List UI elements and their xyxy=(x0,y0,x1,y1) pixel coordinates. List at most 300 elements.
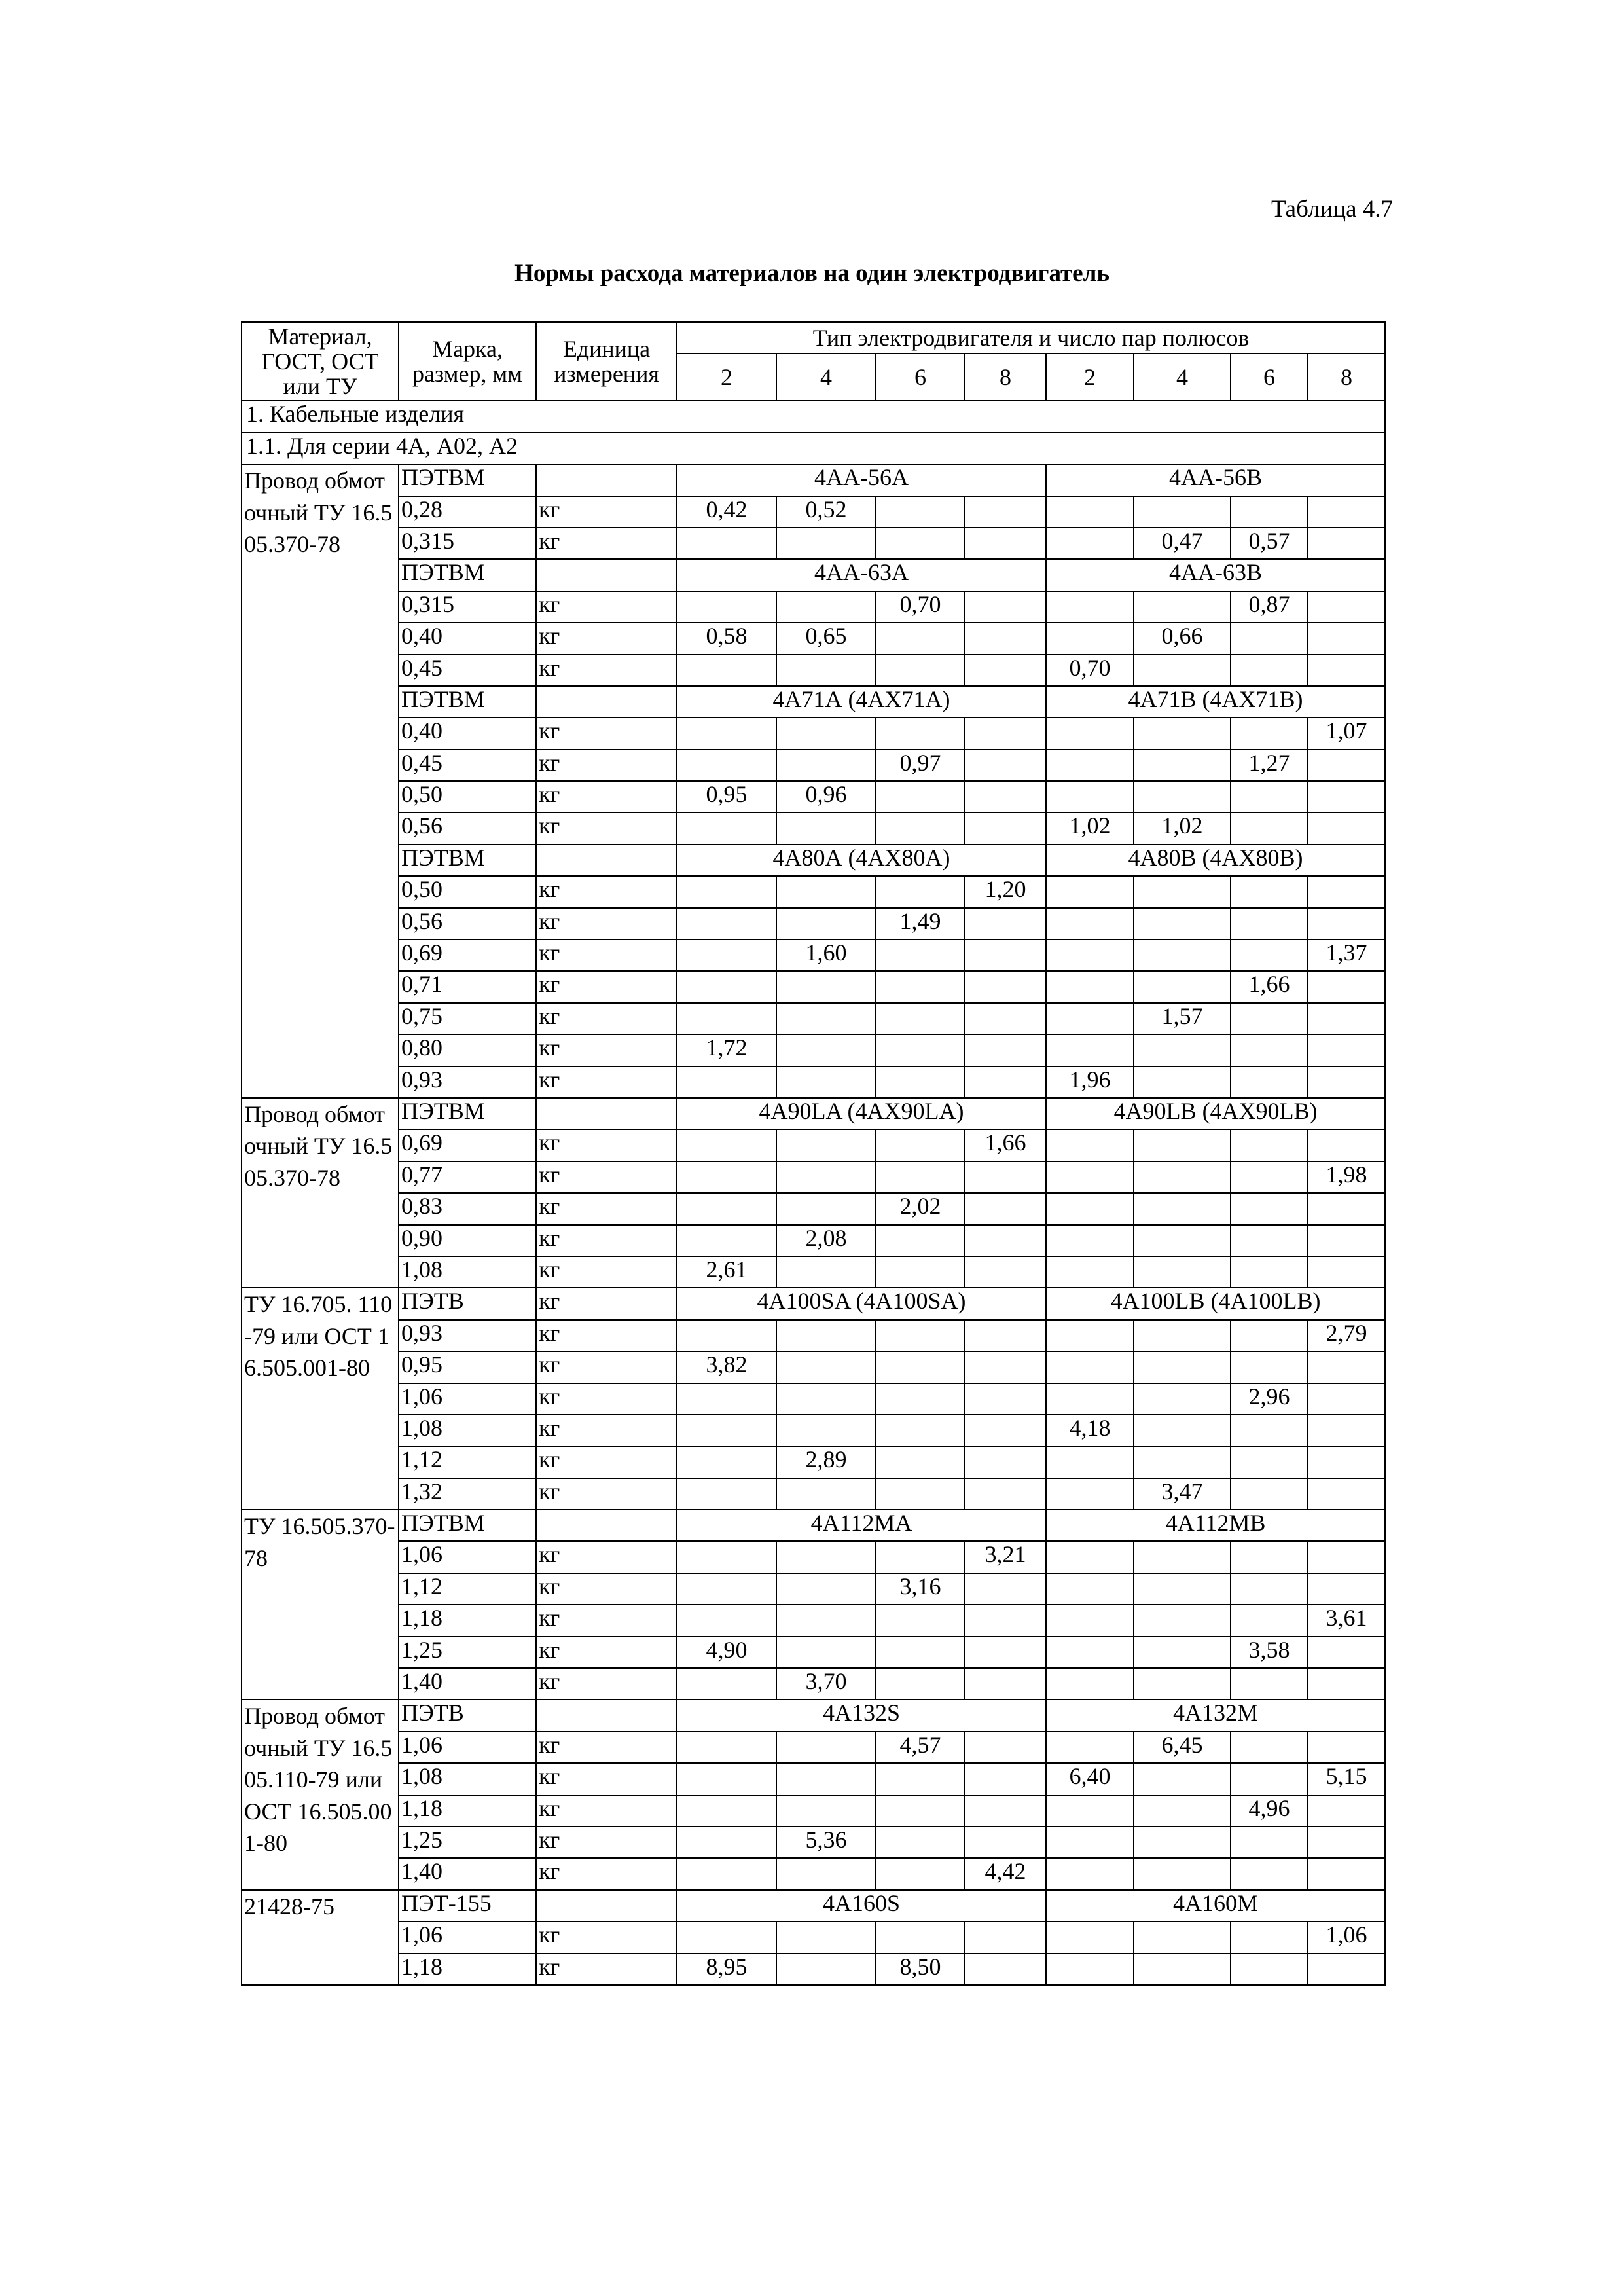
material-cell: Провод обмоточный ТУ 16.505.370-78 xyxy=(242,1098,399,1288)
mark-cell: 0,69 xyxy=(399,1129,536,1161)
value-cell xyxy=(965,1351,1046,1383)
value-cell xyxy=(876,1003,965,1034)
table-row xyxy=(242,1003,1385,1034)
mark-cell: 1,06 xyxy=(399,1383,536,1415)
table-row xyxy=(242,1193,1385,1224)
value-cell xyxy=(1231,1922,1308,1953)
unit-cell: кг xyxy=(536,1129,677,1161)
mark-cell: ПЭТВМ xyxy=(399,559,536,591)
header-material: Материал, ГОСТ, ОСТ или ТУ xyxy=(242,322,399,401)
table-row xyxy=(242,1954,1385,1985)
value-cell xyxy=(1046,971,1134,1002)
value-cell xyxy=(1308,1732,1385,1763)
material-cell: ТУ 16.705. 110-79 или ОСТ 16.505.001-80 xyxy=(242,1288,399,1510)
value-cell xyxy=(1046,908,1134,939)
value-cell: 1,20 xyxy=(965,876,1046,907)
value-cell xyxy=(965,1320,1046,1351)
value-cell: 0,65 xyxy=(776,623,876,654)
value-cell xyxy=(1308,1225,1385,1256)
value-cell xyxy=(677,876,776,907)
value-cell xyxy=(876,939,965,971)
unit-cell: кг xyxy=(536,1795,677,1827)
value-cell xyxy=(1046,1351,1134,1383)
model-row xyxy=(242,1288,1385,1319)
value-cell xyxy=(677,1858,776,1889)
value-cell xyxy=(1231,1573,1308,1605)
unit-cell: кг xyxy=(536,655,677,686)
value-cell xyxy=(1134,939,1231,971)
table-row xyxy=(242,1922,1385,1953)
value-cell xyxy=(677,1478,776,1510)
value-cell xyxy=(677,1320,776,1351)
mark-cell: ПЭТВ xyxy=(399,1700,536,1731)
motor-model-left: 4АА-56А xyxy=(677,464,1046,496)
value-cell: 4,57 xyxy=(876,1732,965,1763)
value-cell xyxy=(677,528,776,559)
unit-cell: кг xyxy=(536,1161,677,1193)
value-cell xyxy=(876,781,965,812)
value-cell xyxy=(677,1763,776,1795)
value-cell xyxy=(1308,876,1385,907)
value-cell xyxy=(1231,1605,1308,1636)
value-cell xyxy=(677,1605,776,1636)
value-cell xyxy=(1308,1034,1385,1066)
mark-cell: 1,12 xyxy=(399,1573,536,1605)
value-cell: 6,45 xyxy=(1134,1732,1231,1763)
value-cell xyxy=(965,939,1046,971)
value-cell xyxy=(965,1605,1046,1636)
value-cell xyxy=(965,750,1046,781)
motor-model-left: 4А71А (4АХ71А) xyxy=(677,686,1046,718)
value-cell xyxy=(876,1415,965,1446)
motor-model-right: 4А160М xyxy=(1046,1890,1385,1922)
value-cell xyxy=(1308,1066,1385,1098)
value-cell xyxy=(677,812,776,844)
table-row xyxy=(242,1351,1385,1383)
value-cell xyxy=(1231,1003,1308,1034)
value-cell xyxy=(1134,1383,1231,1415)
unit-cell: кг xyxy=(536,1383,677,1415)
value-cell xyxy=(965,718,1046,749)
value-cell xyxy=(876,1256,965,1288)
value-cell xyxy=(776,1541,876,1573)
unit-cell: кг xyxy=(536,623,677,654)
unit-cell: кг xyxy=(536,1668,677,1700)
value-cell: 6,40 xyxy=(1046,1763,1134,1795)
value-cell xyxy=(1134,1573,1231,1605)
unit-cell xyxy=(536,686,677,718)
value-cell xyxy=(1231,1129,1308,1161)
unit-cell: кг xyxy=(536,1922,677,1953)
unit-cell: кг xyxy=(536,1225,677,1256)
table-row xyxy=(242,1795,1385,1827)
motor-model-left: 4А160S xyxy=(677,1890,1046,1922)
value-cell xyxy=(677,1732,776,1763)
value-cell xyxy=(1134,1320,1231,1351)
unit-cell xyxy=(536,1890,677,1922)
value-cell xyxy=(1134,876,1231,907)
value-cell xyxy=(1046,1795,1134,1827)
motor-model-right: 4А80В (4АХ80В) xyxy=(1046,845,1385,876)
value-cell xyxy=(1308,1668,1385,1700)
mark-cell: 0,28 xyxy=(399,496,536,528)
header-pole: 6 xyxy=(876,354,965,401)
motor-model-left: 4А90LA (4AX90LA) xyxy=(677,1098,1046,1129)
motor-model-left: 4А112МА xyxy=(677,1510,1046,1541)
value-cell xyxy=(1134,908,1231,939)
value-cell xyxy=(876,1827,965,1858)
value-cell xyxy=(965,781,1046,812)
mark-cell: 1,18 xyxy=(399,1605,536,1636)
value-cell xyxy=(776,591,876,623)
table-row xyxy=(242,496,1385,528)
value-cell xyxy=(1308,591,1385,623)
mark-cell: 0,90 xyxy=(399,1225,536,1256)
value-cell xyxy=(965,1478,1046,1510)
unit-cell: кг xyxy=(536,528,677,559)
table-row xyxy=(242,1225,1385,1256)
motor-model-left: 4А100SA (4А100SA) xyxy=(677,1288,1046,1319)
value-cell xyxy=(677,1161,776,1193)
value-cell xyxy=(965,1066,1046,1098)
value-cell xyxy=(876,1637,965,1668)
unit-cell: кг xyxy=(536,1034,677,1066)
value-cell xyxy=(1231,1668,1308,1700)
motor-model-right: 4А100LB (4А100LB) xyxy=(1046,1288,1385,1319)
header-motor-type: Тип электродвигателя и число пар полюсов xyxy=(677,322,1385,354)
value-cell xyxy=(965,655,1046,686)
value-cell: 2,08 xyxy=(776,1225,876,1256)
mark-cell: 0,45 xyxy=(399,655,536,686)
mark-cell: 1,06 xyxy=(399,1732,536,1763)
unit-cell xyxy=(536,1098,677,1129)
value-cell xyxy=(1134,718,1231,749)
mark-cell: 1,25 xyxy=(399,1637,536,1668)
value-cell xyxy=(876,1351,965,1383)
unit-cell: кг xyxy=(536,1637,677,1668)
table-row xyxy=(242,1858,1385,1889)
value-cell xyxy=(1134,1858,1231,1889)
value-cell xyxy=(677,1066,776,1098)
mark-cell: 0,56 xyxy=(399,812,536,844)
value-cell xyxy=(965,623,1046,654)
value-cell xyxy=(965,908,1046,939)
value-cell xyxy=(1046,1446,1134,1478)
mark-cell: 1,08 xyxy=(399,1763,536,1795)
header-pole: 8 xyxy=(1308,354,1385,401)
value-cell xyxy=(965,1763,1046,1795)
mark-cell: ПЭТВМ xyxy=(399,1098,536,1129)
value-cell xyxy=(677,1446,776,1478)
mark-cell: 0,83 xyxy=(399,1193,536,1224)
mark-cell: 0,75 xyxy=(399,1003,536,1034)
value-cell: 0,57 xyxy=(1231,528,1308,559)
model-row xyxy=(242,1510,1385,1541)
value-cell: 8,95 xyxy=(677,1954,776,1985)
value-cell xyxy=(1046,1573,1134,1605)
value-cell xyxy=(1134,1034,1231,1066)
table-row xyxy=(242,1478,1385,1510)
value-cell xyxy=(1046,1954,1134,1985)
value-cell xyxy=(1046,1225,1134,1256)
value-cell xyxy=(1046,1541,1134,1573)
value-cell xyxy=(876,1668,965,1700)
value-cell xyxy=(1231,1193,1308,1224)
table-row xyxy=(242,1034,1385,1066)
mark-cell: ПЭТВ xyxy=(399,1288,536,1319)
value-cell xyxy=(1134,1637,1231,1668)
value-cell xyxy=(1231,876,1308,907)
value-cell xyxy=(776,1256,876,1288)
value-cell xyxy=(776,1415,876,1446)
unit-cell: кг xyxy=(536,1478,677,1510)
value-cell xyxy=(965,1573,1046,1605)
value-cell xyxy=(876,1922,965,1953)
mark-cell: 1,06 xyxy=(399,1541,536,1573)
value-cell xyxy=(776,1478,876,1510)
value-cell xyxy=(677,750,776,781)
value-cell xyxy=(1308,781,1385,812)
value-cell xyxy=(1046,718,1134,749)
value-cell xyxy=(677,1827,776,1858)
mark-cell: ПЭТВМ xyxy=(399,464,536,496)
motor-model-left: 4А80А (4АХ80А) xyxy=(677,845,1046,876)
value-cell xyxy=(1308,1446,1385,1478)
value-cell xyxy=(1231,655,1308,686)
mark-cell: 0,56 xyxy=(399,908,536,939)
value-cell: 0,58 xyxy=(677,623,776,654)
value-cell xyxy=(1308,1003,1385,1034)
value-cell xyxy=(1046,1732,1134,1763)
value-cell xyxy=(1308,1573,1385,1605)
material-cell: 21428-75 xyxy=(242,1890,399,1985)
table-row xyxy=(242,1415,1385,1446)
table-row xyxy=(242,1573,1385,1605)
value-cell xyxy=(776,1193,876,1224)
value-cell xyxy=(677,908,776,939)
value-cell: 8,50 xyxy=(876,1954,965,1985)
value-cell xyxy=(1046,781,1134,812)
value-cell xyxy=(1231,908,1308,939)
value-cell xyxy=(1046,1668,1134,1700)
value-cell xyxy=(1308,908,1385,939)
mark-cell: 0,45 xyxy=(399,750,536,781)
value-cell xyxy=(1231,1034,1308,1066)
value-cell xyxy=(1046,1161,1134,1193)
value-cell xyxy=(1134,1129,1231,1161)
unit-cell: кг xyxy=(536,1193,677,1224)
table-row xyxy=(242,1637,1385,1668)
value-cell xyxy=(1231,1066,1308,1098)
mark-cell: 1,25 xyxy=(399,1827,536,1858)
unit-cell: кг xyxy=(536,591,677,623)
value-cell xyxy=(1308,1541,1385,1573)
value-cell: 0,42 xyxy=(677,496,776,528)
value-cell xyxy=(965,1383,1046,1415)
value-cell xyxy=(1231,1541,1308,1573)
value-cell xyxy=(876,1383,965,1415)
value-cell xyxy=(1231,1256,1308,1288)
value-cell: 3,47 xyxy=(1134,1478,1231,1510)
section-title: 1.1. Для серии 4А, А02, А2 xyxy=(242,433,1385,464)
mark-cell: 1,40 xyxy=(399,1858,536,1889)
value-cell xyxy=(776,1573,876,1605)
section-row xyxy=(242,433,1385,464)
value-cell xyxy=(1046,750,1134,781)
material-cell: Провод обмоточный ТУ 16.505.110-79 или ОСТ 16.505.001-80 xyxy=(242,1700,399,1889)
value-cell xyxy=(876,1541,965,1573)
table-row xyxy=(242,781,1385,812)
value-cell xyxy=(1231,1827,1308,1858)
value-cell: 1,60 xyxy=(776,939,876,971)
unit-cell: кг xyxy=(536,876,677,907)
section-row xyxy=(242,401,1385,432)
value-cell xyxy=(965,591,1046,623)
value-cell xyxy=(1308,1129,1385,1161)
value-cell: 2,96 xyxy=(1231,1383,1308,1415)
table-row xyxy=(242,971,1385,1002)
value-cell xyxy=(1134,781,1231,812)
value-cell: 1,49 xyxy=(876,908,965,939)
value-cell xyxy=(1308,1858,1385,1889)
value-cell: 0,52 xyxy=(776,496,876,528)
value-cell xyxy=(1231,1225,1308,1256)
value-cell xyxy=(1308,1827,1385,1858)
value-cell xyxy=(1134,750,1231,781)
value-cell xyxy=(1134,655,1231,686)
value-cell xyxy=(677,1003,776,1034)
value-cell xyxy=(876,1320,965,1351)
model-row xyxy=(242,559,1385,591)
mark-cell: 0,50 xyxy=(399,876,536,907)
value-cell xyxy=(876,812,965,844)
value-cell xyxy=(776,1383,876,1415)
unit-cell: кг xyxy=(536,971,677,1002)
value-cell xyxy=(965,528,1046,559)
value-cell xyxy=(776,876,876,907)
value-cell xyxy=(1046,1320,1134,1351)
mark-cell: 0,80 xyxy=(399,1034,536,1066)
header-pole: 8 xyxy=(965,354,1046,401)
value-cell xyxy=(677,591,776,623)
value-cell xyxy=(1231,1478,1308,1510)
value-cell xyxy=(965,1225,1046,1256)
mark-cell: 1,18 xyxy=(399,1795,536,1827)
value-cell xyxy=(677,1225,776,1256)
value-cell xyxy=(876,1034,965,1066)
unit-cell xyxy=(536,845,677,876)
value-cell xyxy=(1308,1954,1385,1985)
motor-model-right: 4А112МВ xyxy=(1046,1510,1385,1541)
value-cell xyxy=(776,1161,876,1193)
value-cell xyxy=(1046,1193,1134,1224)
table-row xyxy=(242,1256,1385,1288)
value-cell: 3,58 xyxy=(1231,1637,1308,1668)
value-cell xyxy=(1308,496,1385,528)
value-cell: 5,15 xyxy=(1308,1763,1385,1795)
value-cell xyxy=(1046,1605,1134,1636)
value-cell xyxy=(965,1446,1046,1478)
value-cell: 1,37 xyxy=(1308,939,1385,971)
header-pole: 2 xyxy=(1046,354,1134,401)
table-row xyxy=(242,655,1385,686)
value-cell: 0,87 xyxy=(1231,591,1308,623)
unit-cell: кг xyxy=(536,1066,677,1098)
header-pole: 2 xyxy=(677,354,776,401)
value-cell: 4,18 xyxy=(1046,1415,1134,1446)
table-row xyxy=(242,876,1385,907)
mark-cell: 1,06 xyxy=(399,1922,536,1953)
table-row xyxy=(242,623,1385,654)
section-title: 1. Кабельные изделия xyxy=(242,401,1385,432)
value-cell xyxy=(1134,1795,1231,1827)
value-cell xyxy=(1134,1541,1231,1573)
value-cell: 3,21 xyxy=(965,1541,1046,1573)
value-cell xyxy=(1046,591,1134,623)
unit-cell: кг xyxy=(536,1320,677,1351)
value-cell xyxy=(776,812,876,844)
value-cell xyxy=(1134,1827,1231,1858)
mark-cell: 1,08 xyxy=(399,1256,536,1288)
value-cell xyxy=(1134,1446,1231,1478)
value-cell: 0,47 xyxy=(1134,528,1231,559)
value-cell xyxy=(1308,1415,1385,1446)
value-cell xyxy=(965,1732,1046,1763)
model-row xyxy=(242,686,1385,718)
value-cell xyxy=(677,1193,776,1224)
value-cell xyxy=(876,1478,965,1510)
value-cell: 0,95 xyxy=(677,781,776,812)
value-cell: 2,61 xyxy=(677,1256,776,1288)
mark-cell: 1,40 xyxy=(399,1668,536,1700)
mark-cell: ПЭТВМ xyxy=(399,1510,536,1541)
model-row xyxy=(242,1890,1385,1922)
value-cell xyxy=(1134,1193,1231,1224)
value-cell xyxy=(1231,1320,1308,1351)
value-cell xyxy=(965,1668,1046,1700)
value-cell xyxy=(1134,1161,1231,1193)
value-cell xyxy=(1046,1637,1134,1668)
value-cell xyxy=(1134,971,1231,1002)
material-norms-table xyxy=(241,321,1386,1986)
value-cell xyxy=(965,1922,1046,1953)
value-cell xyxy=(1134,1225,1231,1256)
value-cell: 0,70 xyxy=(1046,655,1134,686)
value-cell: 1,98 xyxy=(1308,1161,1385,1193)
unit-cell xyxy=(536,559,677,591)
value-cell xyxy=(965,1161,1046,1193)
table-number: Таблица 4.7 xyxy=(1271,196,1393,223)
value-cell xyxy=(1046,528,1134,559)
value-cell xyxy=(876,528,965,559)
value-cell xyxy=(677,971,776,1002)
table-row xyxy=(242,812,1385,844)
value-cell xyxy=(1134,1763,1231,1795)
value-cell xyxy=(1308,1193,1385,1224)
unit-cell: кг xyxy=(536,1415,677,1446)
value-cell xyxy=(876,1129,965,1161)
value-cell xyxy=(1231,1858,1308,1889)
value-cell: 2,02 xyxy=(876,1193,965,1224)
value-cell xyxy=(1134,1954,1231,1985)
table-body xyxy=(242,401,1385,1985)
mark-cell: 1,12 xyxy=(399,1446,536,1478)
unit-cell: кг xyxy=(536,496,677,528)
unit-cell: кг xyxy=(536,1288,677,1319)
unit-cell: кг xyxy=(536,1256,677,1288)
value-cell: 3,82 xyxy=(677,1351,776,1383)
mark-cell: 0,40 xyxy=(399,718,536,749)
